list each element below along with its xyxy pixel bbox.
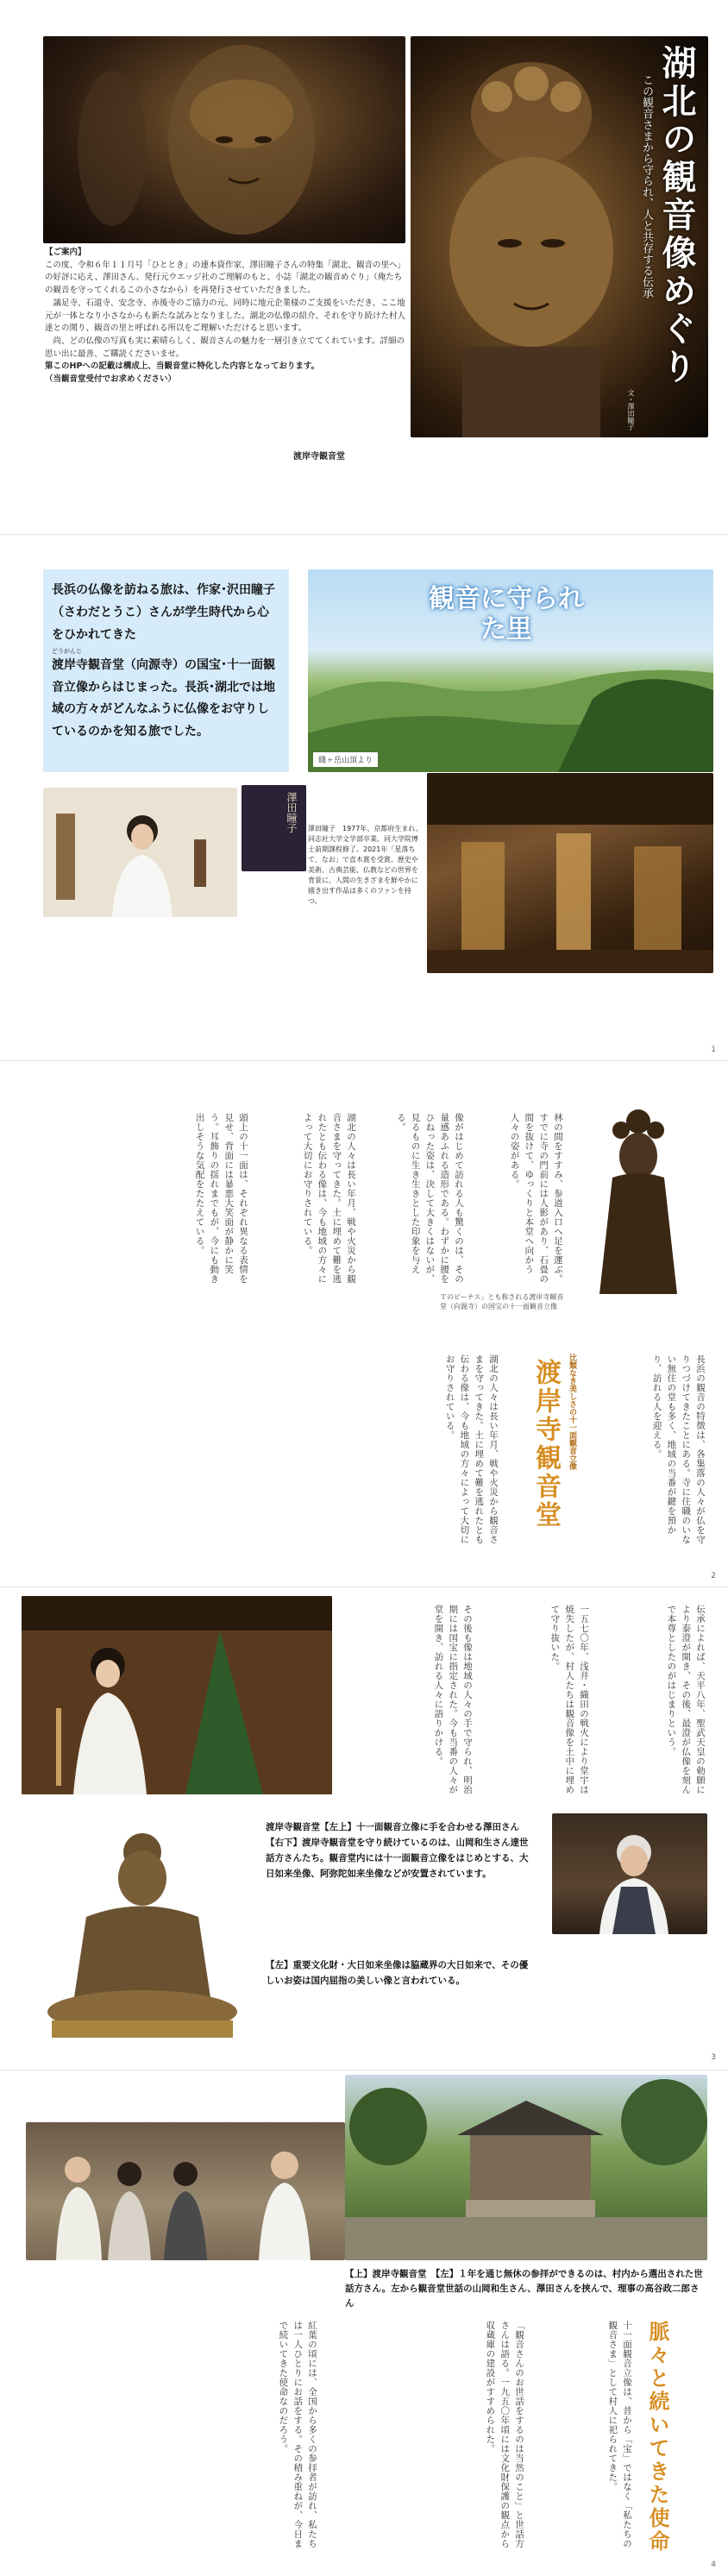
notice-body-5: （当観音堂受付でお求めください）: [45, 374, 177, 385]
p3-col-a: 伝承によれば、天平八年、聖武天皇の勅願により泰澄が開き、その後、最澄が仏像を刻んで本尊としたのがはじまりという。: [666, 1605, 706, 1794]
book-title: 澤田瞳子: [286, 792, 298, 833]
page-1: [0, 0, 728, 535]
dainichi-statue-photo: [26, 1813, 259, 2045]
statue-caption: Ｔのビーナス」とも称される渡岸寺観音堂（向源寺）の国宝の十一面観音立像: [440, 1293, 564, 1310]
notice-body-2: 議足寺、石道寺、安念寺、赤後寺のご協力の元、同時に地元企業様のご支援をいただき、ここ地元が一体となり小さなからも新たな試みとなりました。湖北の仏像の紹介、それを守り続けた村人達との関り、観音の里と呼ばれる所以をご理解いただけると思います。: [45, 298, 406, 334]
notice-signature: 渡岸寺観音堂: [293, 452, 345, 462]
author-profile: 澤田瞳子 1977年、京都府生まれ。同志社大学文学部卒業、同大学院博士前期課程修了。2021年「星落ちて、なお」で直木賞を受賞。歴史や美術、古典芸能、仏教などの世界を背景に、人間の生きざまを鮮やかに描き出す作品は多くのファンを持つ。: [308, 825, 423, 905]
body-col-c: 湖北の人々は長い年月、戦や火災から観音さまを守ってきた。土に埋めて難を逃れたとも伝わる像は、今も地域の方々によって大切にお守りされている。: [302, 1113, 356, 1284]
p4-col-b: 「観音さんのお世話をするのは当然のこと」と世話方さんは語る。一九五〇年頃には文化財保護の観点から収蔵庫の建設がすすめられた。: [485, 2321, 524, 2548]
body-col-a: 林の間をすすみ、参道入口へ足を運ぶ。すでに寺の門前には人影があり、石畳の間を抜けて、ゆっくりと本堂へ向かう人々の姿がある。: [509, 1113, 563, 1284]
landscape-banner: [308, 569, 713, 772]
banner-title: 観音に守られた里: [429, 584, 584, 644]
body-col-e: 長浜の観音の特徴は、各集落の人々が仏を守りつづけてきたことにある。寺に住職のいない無住の堂も多く、地域の当番が鍵を預かり、訪れる人を迎える。: [651, 1354, 706, 1544]
notice-body-3: 尚、どの仏像の写真も実に素晴らしく、観音さんの魅力を一層引き立ててくれています。詳細の思い出に最善、ご購読くださいませ。: [45, 336, 405, 359]
statue-head-photo: [43, 36, 405, 243]
page-3: [0, 1587, 728, 2070]
p4-col-a: 十一面観音立像は、昔から「宝」ではなく「私たちの観音さま」として村人に祀られてきた。: [607, 2321, 632, 2548]
page-number: 3: [711, 2053, 716, 2062]
cover-subtitle: この観音さまから守られ、人と共存する伝承: [640, 74, 653, 298]
p4-caption: 【上】渡岸寺観音堂 【左】１年を通じ無休の参拝ができるのは、村内から選出された世話方さん。左から観音堂世話の山岡和生さん、澤田さんを挟んで、理事の高谷政二郎さん: [345, 2269, 703, 2309]
page-number: 4: [711, 2560, 716, 2569]
page-4: [0, 2070, 728, 2576]
temple-title: 渡岸寺観音堂: [530, 1359, 561, 1530]
page-number: 1: [711, 1046, 716, 1054]
notice-body-4: 第このHPへの記載は構成上、当観音堂に特化した内容となっております。: [45, 361, 320, 372]
page-2: [0, 1061, 728, 1587]
cover-title: 湖北の観音像めぐり: [656, 45, 697, 386]
author-book-photo: [242, 785, 306, 871]
notice-title: 【ご案内】: [45, 248, 86, 257]
temple-exterior-photo: [345, 2075, 707, 2260]
p3-caption-2: 【左】重要文化財・大日如来坐像は脇蔵界の大日如来で、その優しいお姿は国内屈指の美しい像と言われている。: [266, 1960, 529, 1986]
temple-title-sub: 比類なき美しさの十一面観音立像: [568, 1354, 576, 1470]
statue-photo: [574, 1096, 703, 1294]
p4-col-c: 紅葉の頃には、全国から多くの参拝者が訪れ、私たちは一人ひとりにお話をする。その積み重ねが、今日まで続いてきた使命なのだろう。: [278, 2321, 317, 2548]
banner-caption: 賤ヶ岳山頂より: [313, 752, 378, 767]
p3-col-b: 一五七〇年、浅井・織田の戦火により堂宇は焼失したが、村人たちは観音像を土中に埋めて守り抜いた。: [549, 1605, 589, 1794]
lead-ruby: どうがんじ: [52, 647, 82, 655]
notice-body: この度、令和６年１１月号「ひととき」の連本資作家、澤田瞳子さんの特集「湖北、観音の里へ」の好評に応え、澤田さん、発行元ウエッジ社のご理解のもと、小誌「湖北の観音めぐり」（俺たちの観音を守ってくれるこの小さなから）を再発行させていただきました。: [45, 260, 406, 296]
lead-text-2: 渡岸寺観音堂（向源寺）の国宝･十一面観音立像からはじまった。長浜･湖北では地域の方々がどんなふうに仏像をお守りしているのかを知る旅でした。: [52, 657, 275, 739]
caretakers-group-photo: [26, 2122, 345, 2260]
body-col-b: 像がはじめて訪れる人も驚くのは、その量感あふれる造形である。わずかに腰をひねった姿は、決して大きくはないが、見るものに生き生きとした印象を与える。: [395, 1113, 464, 1284]
body-col-d: 頭上の十一面は、それぞれ異なる表情を見せ、背面には暴悪大笑面が静かに笑う。耳飾りの揺れまでもが、今にも動き出しそうな気配をたたえている。: [194, 1113, 248, 1284]
temple-title-box: [518, 1350, 581, 1566]
caretaker-photo: [552, 1813, 707, 1934]
p3-caption-1: 渡岸寺観音堂【左上】十一面観音立像に手を合わせる澤田さん 【右下】渡岸寺観音堂を守り続けているのは、山岡和生さん達世話方さんたち。観音堂内には十一面観音立像をはじめとする、大日如来坐像、阿弥陀如来坐像などが安置されています。: [266, 1822, 529, 1879]
p4-heading: 脈々と続いてきた使命: [645, 2321, 670, 2554]
lead-text-1: 長浜の仏像を訪ねる旅は、作家･沢田瞳子（さわだとうこ）さんが学生時代から心をひかれてきた: [52, 583, 275, 642]
p3-col-c: その後も像は地域の人々の手で守られ、明治期には国宝に指定された。今も当番の人々が堂を開き、訪れる人々に語りかける。: [433, 1605, 473, 1794]
cover-credit: 文・澤田瞳子: [627, 389, 635, 430]
page-number: 2: [711, 1572, 716, 1580]
author-portrait-photo: [43, 788, 237, 917]
page-intro: [0, 535, 728, 1061]
author-praying-photo: [22, 1596, 332, 1794]
hall-interior-photo: [427, 773, 713, 973]
eleven-faced-kannon-photo: [411, 36, 708, 437]
lead-box: [43, 569, 289, 772]
notice-block: [45, 247, 405, 386]
body-col-f: 湖北の人々は長い年月、戦や火災から観音さまを守ってきた。土に埋めて難を逃れたとも伝わる像は、今も地域の方々によって大切にお守りされている。: [444, 1354, 499, 1544]
